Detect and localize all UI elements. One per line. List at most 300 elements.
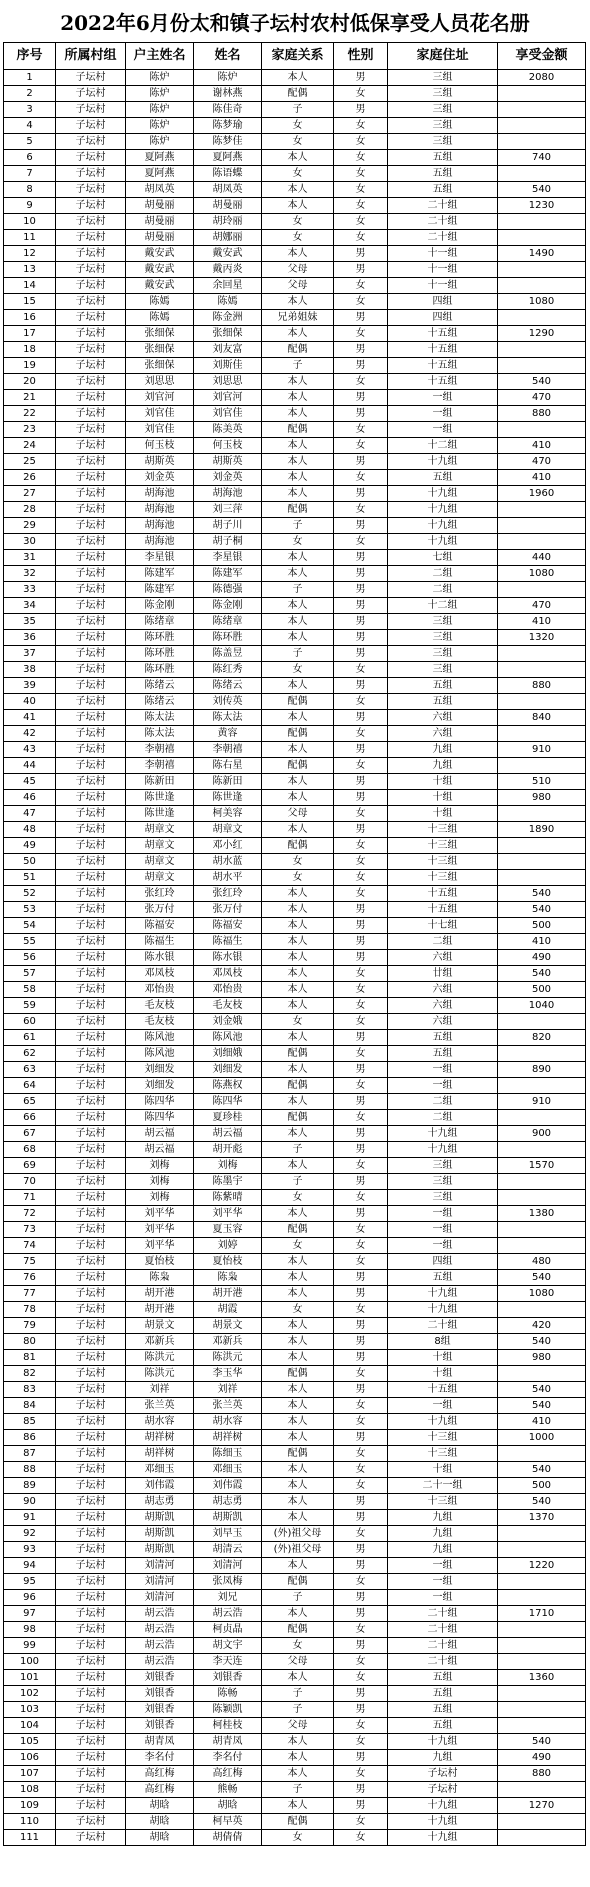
householder-cell: 陈水银: [126, 950, 194, 966]
gender-cell: 男: [334, 1494, 388, 1510]
address-cell: 三组: [388, 118, 498, 134]
table-row: [4, 198, 586, 214]
address-cell: 十九组: [388, 518, 498, 534]
relation-cell: 女: [262, 230, 334, 246]
householder-cell: 陈洪元: [126, 1366, 194, 1382]
gender-cell: 女: [334, 1814, 388, 1830]
table-row: [4, 1734, 586, 1750]
householder-cell: 胡斯英: [126, 454, 194, 470]
amount-cell: 1320: [498, 630, 586, 646]
amount-cell: 410: [498, 438, 586, 454]
householder-cell: 张红玲: [126, 886, 194, 902]
village-group-cell: 子坛村: [56, 630, 126, 646]
relation-cell: 本人: [262, 1798, 334, 1814]
gender-cell: 女: [334, 1462, 388, 1478]
householder-cell: 戴安武: [126, 262, 194, 278]
table-row: [4, 1430, 586, 1446]
index-cell: 57: [4, 966, 56, 982]
amount-cell: [498, 1830, 586, 1846]
index-cell: 54: [4, 918, 56, 934]
relation-cell: 本人: [262, 1510, 334, 1526]
table-row: [4, 790, 586, 806]
header-gender: 性别: [334, 43, 388, 70]
index-cell: 106: [4, 1750, 56, 1766]
gender-cell: 男: [334, 790, 388, 806]
village-group-cell: 子坛村: [56, 1286, 126, 1302]
address-cell: 二十组: [388, 230, 498, 246]
table-row: [4, 102, 586, 118]
index-cell: 17: [4, 326, 56, 342]
index-cell: 52: [4, 886, 56, 902]
householder-cell: 胡章文: [126, 838, 194, 854]
relation-cell: 配偶: [262, 1222, 334, 1238]
relation-cell: 本人: [262, 678, 334, 694]
table-row: [4, 1286, 586, 1302]
header-address: 家庭住址: [388, 43, 498, 70]
index-cell: 75: [4, 1254, 56, 1270]
table-row: [4, 982, 586, 998]
amount-cell: [498, 502, 586, 518]
name-cell: 胡青凤: [194, 1734, 262, 1750]
table-row: [4, 1078, 586, 1094]
gender-cell: 女: [334, 214, 388, 230]
gender-cell: 男: [334, 1782, 388, 1798]
index-cell: 48: [4, 822, 56, 838]
village-group-cell: 子坛村: [56, 134, 126, 150]
householder-cell: 毛友枝: [126, 998, 194, 1014]
address-cell: 十九组: [388, 502, 498, 518]
name-cell: 胡斯英: [194, 454, 262, 470]
name-cell: 刘银香: [194, 1670, 262, 1686]
table-row: [4, 1494, 586, 1510]
village-group-cell: 子坛村: [56, 1126, 126, 1142]
address-cell: 十二组: [388, 598, 498, 614]
relation-cell: 本人: [262, 790, 334, 806]
table-row: [4, 1318, 586, 1334]
table-row: [4, 1510, 586, 1526]
village-group-cell: 子坛村: [56, 1430, 126, 1446]
amount-cell: 840: [498, 710, 586, 726]
householder-cell: 刘细发: [126, 1062, 194, 1078]
name-cell: 陈梦佳: [194, 134, 262, 150]
householder-cell: 夏阿燕: [126, 166, 194, 182]
amount-cell: 1040: [498, 998, 586, 1014]
relation-cell: 配偶: [262, 1622, 334, 1638]
gender-cell: 男: [334, 934, 388, 950]
name-cell: 邓新兵: [194, 1334, 262, 1350]
gender-cell: 男: [334, 630, 388, 646]
village-group-cell: 子坛村: [56, 406, 126, 422]
gender-cell: 女: [334, 1446, 388, 1462]
table-row: [4, 1750, 586, 1766]
amount-cell: [498, 1302, 586, 1318]
index-cell: 59: [4, 998, 56, 1014]
householder-cell: 刘伟霞: [126, 1478, 194, 1494]
village-group-cell: 子坛村: [56, 166, 126, 182]
gender-cell: 女: [334, 1670, 388, 1686]
name-cell: 胡水蓝: [194, 854, 262, 870]
amount-cell: 540: [498, 182, 586, 198]
address-cell: 十九组: [388, 1798, 498, 1814]
village-group-cell: 子坛村: [56, 582, 126, 598]
name-cell: 陈新田: [194, 774, 262, 790]
address-cell: 一组: [388, 1206, 498, 1222]
householder-cell: 刘梅: [126, 1190, 194, 1206]
index-cell: 104: [4, 1718, 56, 1734]
name-cell: 谢林燕: [194, 86, 262, 102]
village-group-cell: 子坛村: [56, 438, 126, 454]
village-group-cell: 子坛村: [56, 614, 126, 630]
householder-cell: 胡晗: [126, 1814, 194, 1830]
village-group-cell: 子坛村: [56, 246, 126, 262]
amount-cell: [498, 134, 586, 150]
gender-cell: 女: [334, 1366, 388, 1382]
village-group-cell: 子坛村: [56, 486, 126, 502]
gender-cell: 女: [334, 1158, 388, 1174]
amount-cell: [498, 726, 586, 742]
householder-cell: 刘细发: [126, 1078, 194, 1094]
table-row: [4, 886, 586, 902]
index-cell: 71: [4, 1190, 56, 1206]
gender-cell: 女: [334, 1526, 388, 1542]
relation-cell: 本人: [262, 1398, 334, 1414]
table-row: [4, 1158, 586, 1174]
amount-cell: 470: [498, 390, 586, 406]
index-cell: 20: [4, 374, 56, 390]
gender-cell: 男: [334, 70, 388, 86]
gender-cell: 女: [334, 870, 388, 886]
relation-cell: 配偶: [262, 758, 334, 774]
index-cell: 70: [4, 1174, 56, 1190]
gender-cell: 女: [334, 294, 388, 310]
index-cell: 105: [4, 1734, 56, 1750]
name-cell: 胡水平: [194, 870, 262, 886]
village-group-cell: 子坛村: [56, 198, 126, 214]
address-cell: 五组: [388, 678, 498, 694]
index-cell: 22: [4, 406, 56, 422]
table-row: [4, 118, 586, 134]
householder-cell: 胡云浩: [126, 1638, 194, 1654]
address-cell: 五组: [388, 1670, 498, 1686]
index-cell: 66: [4, 1110, 56, 1126]
address-cell: 九组: [388, 758, 498, 774]
index-cell: 79: [4, 1318, 56, 1334]
index-cell: 50: [4, 854, 56, 870]
amount-cell: 1360: [498, 1670, 586, 1686]
relation-cell: 本人: [262, 1350, 334, 1366]
index-cell: 77: [4, 1286, 56, 1302]
relation-cell: 本人: [262, 1286, 334, 1302]
village-group-cell: 子坛村: [56, 1558, 126, 1574]
header-row: [4, 43, 586, 70]
householder-cell: 陈世逢: [126, 790, 194, 806]
village-group-cell: 子坛村: [56, 694, 126, 710]
name-cell: 邓怡贵: [194, 982, 262, 998]
address-cell: 十五组: [388, 1382, 498, 1398]
householder-cell: 陈炉: [126, 86, 194, 102]
relation-cell: 本人: [262, 326, 334, 342]
index-cell: 65: [4, 1094, 56, 1110]
index-cell: 82: [4, 1366, 56, 1382]
table-row: [4, 1366, 586, 1382]
table-row: [4, 86, 586, 102]
gender-cell: 男: [334, 1286, 388, 1302]
gender-cell: 女: [334, 1766, 388, 1782]
relation-cell: 本人: [262, 374, 334, 390]
amount-cell: [498, 1686, 586, 1702]
amount-cell: [498, 1238, 586, 1254]
relation-cell: 子: [262, 1782, 334, 1798]
address-cell: 五组: [388, 1030, 498, 1046]
address-cell: 一组: [388, 406, 498, 422]
address-cell: 子坛村: [388, 1766, 498, 1782]
relation-cell: 配偶: [262, 1046, 334, 1062]
amount-cell: 540: [498, 1270, 586, 1286]
relation-cell: 子: [262, 1686, 334, 1702]
relation-cell: (外)祖父母: [262, 1542, 334, 1558]
name-cell: 柯美容: [194, 806, 262, 822]
table-row: [4, 1654, 586, 1670]
gender-cell: 女: [334, 438, 388, 454]
amount-cell: [498, 662, 586, 678]
village-group-cell: 子坛村: [56, 214, 126, 230]
table-row: [4, 1206, 586, 1222]
index-cell: 62: [4, 1046, 56, 1062]
name-cell: 刘思思: [194, 374, 262, 390]
name-cell: 李星银: [194, 550, 262, 566]
table-row: [4, 1014, 586, 1030]
name-cell: 胡开彪: [194, 1142, 262, 1158]
gender-cell: 男: [334, 102, 388, 118]
index-cell: 8: [4, 182, 56, 198]
amount-cell: [498, 1174, 586, 1190]
name-cell: 陈燕权: [194, 1078, 262, 1094]
village-group-cell: 子坛村: [56, 982, 126, 998]
relation-cell: 本人: [262, 950, 334, 966]
index-cell: 23: [4, 422, 56, 438]
name-cell: 刘婷: [194, 1238, 262, 1254]
gender-cell: 女: [334, 422, 388, 438]
relation-cell: 女: [262, 1302, 334, 1318]
gender-cell: 女: [334, 1654, 388, 1670]
householder-cell: 胡凤英: [126, 182, 194, 198]
table-row: [4, 134, 586, 150]
village-group-cell: 子坛村: [56, 150, 126, 166]
village-group-cell: 子坛村: [56, 1110, 126, 1126]
relation-cell: 本人: [262, 1670, 334, 1686]
relation-cell: 子: [262, 102, 334, 118]
name-cell: 陈绪章: [194, 614, 262, 630]
table-row: [4, 1350, 586, 1366]
relation-cell: 配偶: [262, 342, 334, 358]
gender-cell: 女: [334, 150, 388, 166]
index-cell: 93: [4, 1542, 56, 1558]
amount-cell: 500: [498, 1478, 586, 1494]
name-cell: 刘传英: [194, 694, 262, 710]
householder-cell: 陈太法: [126, 726, 194, 742]
relation-cell: 本人: [262, 406, 334, 422]
amount-cell: [498, 262, 586, 278]
householder-cell: 胡斯凯: [126, 1526, 194, 1542]
address-cell: 十三组: [388, 854, 498, 870]
amount-cell: 490: [498, 950, 586, 966]
index-cell: 86: [4, 1430, 56, 1446]
name-cell: 胡晗: [194, 1798, 262, 1814]
amount-cell: [498, 1366, 586, 1382]
amount-cell: 880: [498, 1766, 586, 1782]
amount-cell: [498, 1046, 586, 1062]
village-group-cell: 子坛村: [56, 934, 126, 950]
amount-cell: 1080: [498, 1286, 586, 1302]
address-cell: 十五组: [388, 326, 498, 342]
index-cell: 31: [4, 550, 56, 566]
name-cell: 张兰英: [194, 1398, 262, 1414]
name-cell: 柯贞晶: [194, 1622, 262, 1638]
table-row: [4, 278, 586, 294]
relation-cell: 本人: [262, 1558, 334, 1574]
village-group-cell: 子坛村: [56, 1190, 126, 1206]
gender-cell: 女: [334, 886, 388, 902]
village-group-cell: 子坛村: [56, 870, 126, 886]
amount-cell: 540: [498, 1462, 586, 1478]
index-cell: 36: [4, 630, 56, 646]
village-group-cell: 子坛村: [56, 102, 126, 118]
name-cell: 夏玉容: [194, 1222, 262, 1238]
householder-cell: 陈绪章: [126, 614, 194, 630]
gender-cell: 男: [334, 1094, 388, 1110]
relation-cell: 本人: [262, 438, 334, 454]
address-cell: 十九组: [388, 1126, 498, 1142]
householder-cell: 戴安武: [126, 278, 194, 294]
address-cell: 五组: [388, 470, 498, 486]
gender-cell: 男: [334, 246, 388, 262]
householder-cell: 陈炉: [126, 70, 194, 86]
village-group-cell: 子坛村: [56, 118, 126, 134]
village-group-cell: 子坛村: [56, 662, 126, 678]
gender-cell: 男: [334, 742, 388, 758]
name-cell: 毛友枝: [194, 998, 262, 1014]
address-cell: 二十一组: [388, 1478, 498, 1494]
amount-cell: 1270: [498, 1798, 586, 1814]
relation-cell: 本人: [262, 182, 334, 198]
amount-cell: 1000: [498, 1430, 586, 1446]
table-row: [4, 934, 586, 950]
village-group-cell: 子坛村: [56, 1654, 126, 1670]
relation-cell: 女: [262, 854, 334, 870]
village-group-cell: 子坛村: [56, 294, 126, 310]
name-cell: 陈德强: [194, 582, 262, 598]
name-cell: 陈炉: [194, 70, 262, 86]
address-cell: 三组: [388, 630, 498, 646]
gender-cell: 女: [334, 1574, 388, 1590]
name-cell: 陈盖昱: [194, 646, 262, 662]
householder-cell: 李朝禧: [126, 742, 194, 758]
amount-cell: 410: [498, 470, 586, 486]
amount-cell: 490: [498, 1750, 586, 1766]
amount-cell: [498, 1526, 586, 1542]
village-group-cell: 子坛村: [56, 1382, 126, 1398]
table-row: [4, 1718, 586, 1734]
address-cell: 十一组: [388, 262, 498, 278]
index-cell: 25: [4, 454, 56, 470]
table-row: [4, 1542, 586, 1558]
amount-cell: 1570: [498, 1158, 586, 1174]
village-group-cell: 子坛村: [56, 230, 126, 246]
gender-cell: 女: [334, 1014, 388, 1030]
village-group-cell: 子坛村: [56, 1158, 126, 1174]
address-cell: 一组: [388, 1062, 498, 1078]
name-cell: 陈紫晴: [194, 1190, 262, 1206]
householder-cell: 高红梅: [126, 1782, 194, 1798]
address-cell: 十五组: [388, 342, 498, 358]
householder-cell: 胡斯凯: [126, 1542, 194, 1558]
index-cell: 49: [4, 838, 56, 854]
relation-cell: 配偶: [262, 1574, 334, 1590]
householder-cell: 陈风池: [126, 1030, 194, 1046]
table-row: [4, 1782, 586, 1798]
amount-cell: 2080: [498, 70, 586, 86]
amount-cell: 480: [498, 1254, 586, 1270]
relation-cell: 配偶: [262, 838, 334, 854]
index-cell: 4: [4, 118, 56, 134]
relation-cell: 本人: [262, 390, 334, 406]
gender-cell: 男: [334, 918, 388, 934]
index-cell: 28: [4, 502, 56, 518]
gender-cell: 女: [334, 966, 388, 982]
index-cell: 56: [4, 950, 56, 966]
relation-cell: 女: [262, 134, 334, 150]
amount-cell: [498, 422, 586, 438]
village-group-cell: 子坛村: [56, 470, 126, 486]
table-row: [4, 518, 586, 534]
relation-cell: 本人: [262, 982, 334, 998]
householder-cell: 刘银香: [126, 1718, 194, 1734]
relation-cell: 本人: [262, 1766, 334, 1782]
name-cell: 戴丙炎: [194, 262, 262, 278]
roster-table: [3, 42, 586, 1846]
name-cell: 胡云福: [194, 1126, 262, 1142]
address-cell: 十三组: [388, 1446, 498, 1462]
village-group-cell: 子坛村: [56, 422, 126, 438]
address-cell: 十一组: [388, 246, 498, 262]
index-cell: 42: [4, 726, 56, 742]
amount-cell: [498, 1782, 586, 1798]
roster-body: [4, 70, 586, 1846]
index-cell: 98: [4, 1622, 56, 1638]
village-group-cell: 子坛村: [56, 1750, 126, 1766]
address-cell: 十九组: [388, 1302, 498, 1318]
address-cell: 二十组: [388, 1654, 498, 1670]
index-cell: 26: [4, 470, 56, 486]
name-cell: 余回星: [194, 278, 262, 294]
householder-cell: 刘清河: [126, 1558, 194, 1574]
name-cell: 熊畅: [194, 1782, 262, 1798]
amount-cell: 900: [498, 1126, 586, 1142]
table-row: [4, 1462, 586, 1478]
gender-cell: 女: [334, 134, 388, 150]
name-cell: 胡倩倩: [194, 1830, 262, 1846]
relation-cell: (外)祖父母: [262, 1526, 334, 1542]
table-row: [4, 454, 586, 470]
gender-cell: 男: [334, 902, 388, 918]
village-group-cell: 子坛村: [56, 1318, 126, 1334]
gender-cell: 女: [334, 1622, 388, 1638]
gender-cell: 女: [334, 1046, 388, 1062]
householder-cell: 陈四华: [126, 1094, 194, 1110]
name-cell: 胡章文: [194, 822, 262, 838]
relation-cell: 本人: [262, 150, 334, 166]
amount-cell: 1960: [498, 486, 586, 502]
